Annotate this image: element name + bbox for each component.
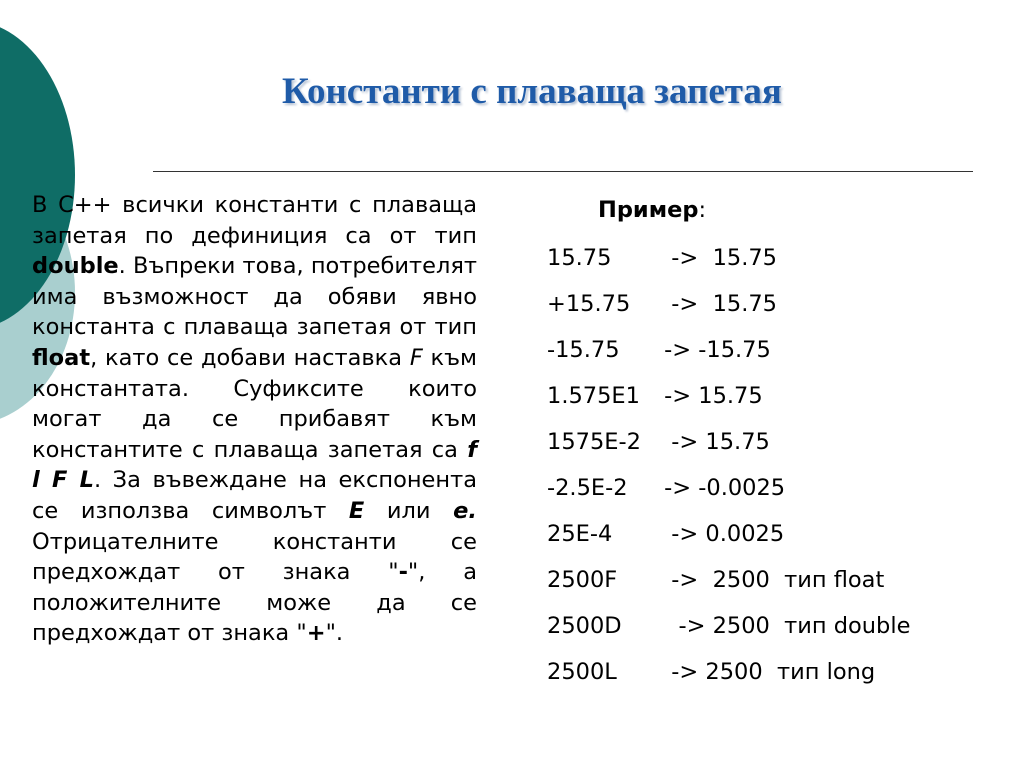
body-text-3: , като се добави наставка xyxy=(90,344,410,371)
example-result: -> 2500 тип long xyxy=(657,659,876,685)
example-item xyxy=(547,471,910,517)
example-list xyxy=(547,241,910,701)
example-result: -> 0.0025 xyxy=(657,521,785,547)
body-text-2: . Въпреки това, потребителят има възможност да обяви явно константа с плаваща запетая от тип xyxy=(32,253,477,341)
suffix-F: F xyxy=(409,344,423,371)
example-item xyxy=(547,563,910,609)
example-result: -> 15.75 xyxy=(657,383,763,409)
example-item xyxy=(547,609,910,655)
example-label: Пример xyxy=(598,197,699,223)
example-heading xyxy=(598,197,706,223)
example-input: -2.5E-2 xyxy=(547,475,628,501)
plus-sign: + xyxy=(306,620,326,647)
body-paragraph xyxy=(32,190,477,649)
example-input: 1575E-2 xyxy=(547,429,641,455)
body-text-4: към константата. Суфиксите които могат да се прибавят към константите с плаваща запетая са xyxy=(32,344,477,463)
example-input: 1.575E1 xyxy=(547,383,640,409)
example-item xyxy=(547,425,910,471)
example-item xyxy=(547,379,910,425)
example-input: 2500F xyxy=(547,567,618,593)
body-text-6: Отрицателните константи се предхождат от знака " xyxy=(32,528,477,586)
body-text-1: В C++ всички константи с плаваща запетая по дефиниция са от тип xyxy=(32,192,477,249)
example-item xyxy=(547,287,910,333)
example-result: -> 2500 тип double xyxy=(657,613,911,639)
example-input: 2500L xyxy=(547,659,617,685)
exponent-e: e. xyxy=(453,497,477,524)
example-input: 25E-4 xyxy=(547,521,613,547)
example-input: 15.75 xyxy=(547,245,612,271)
example-result: -> 15.75 xyxy=(657,245,777,271)
body-text-8: ". xyxy=(325,620,344,647)
example-colon: : xyxy=(698,197,707,223)
title-divider xyxy=(153,171,973,172)
example-item xyxy=(547,517,910,563)
body-text-7: ", а положителните може да се предхождат от знака " xyxy=(32,559,477,647)
example-result: -> -0.0025 xyxy=(657,475,786,501)
example-result: -> 15.75 xyxy=(657,291,777,317)
example-result: -> 15.75 xyxy=(657,429,770,455)
keyword-float: float xyxy=(32,344,91,371)
example-input: -15.75 xyxy=(547,337,620,363)
exponent-E: E xyxy=(348,497,365,524)
example-item xyxy=(547,655,910,701)
example-item xyxy=(547,241,910,287)
suffix-list: f l F L xyxy=(32,436,477,494)
example-item xyxy=(547,333,910,379)
body-text-or: или xyxy=(364,497,454,524)
example-result: -> -15.75 xyxy=(657,337,771,363)
keyword-double: double xyxy=(32,253,119,280)
minus-sign: - xyxy=(398,559,408,586)
example-result: -> 2500 тип float xyxy=(657,567,885,593)
example-input: +15.75 xyxy=(547,291,631,317)
slide-title: Константи с плаваща запетая xyxy=(282,71,782,112)
example-input: 2500D xyxy=(547,613,622,639)
body-text-5: . За въвеждане на експонента се използва символът xyxy=(32,467,478,524)
